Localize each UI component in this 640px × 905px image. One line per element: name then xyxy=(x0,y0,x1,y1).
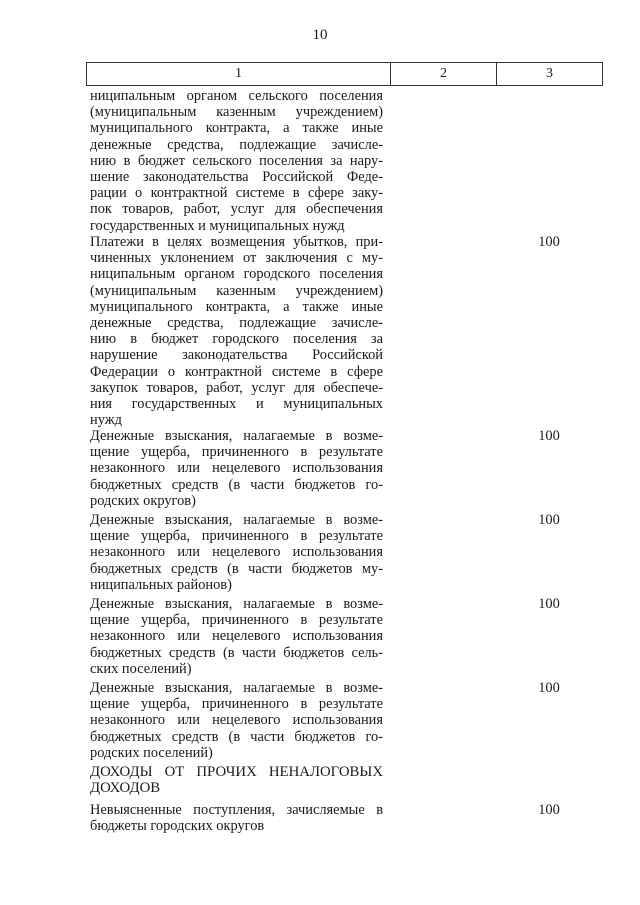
text-line: бюджетных средств (в части бюджетов го- xyxy=(90,728,383,745)
row-description xyxy=(90,764,383,796)
text-line: бюджетных средств (в части бюджетов го- xyxy=(90,476,383,493)
text-line: денежные средства, подлежащие зачисле- xyxy=(90,315,383,332)
text-line: родских округов) xyxy=(90,492,196,509)
text-line: ских поселений) xyxy=(90,660,192,677)
column-header-2: 2 xyxy=(391,63,497,86)
text-line: щение ущерба, причиненного в результате xyxy=(90,696,383,713)
text-line: Денежные взыскания, налагаемые в возме- xyxy=(90,596,383,612)
text-line: нию в бюджет сельского поселения за нару- xyxy=(90,152,383,169)
row-description xyxy=(90,88,383,234)
text-line: нию в бюджет городского поселения за xyxy=(90,331,383,348)
text-line: щение ущерба, причиненного в результате xyxy=(90,528,383,545)
text-line: незаконного или нецелевого использования xyxy=(90,712,383,729)
row-description xyxy=(90,512,383,593)
row-value-col3: 100 xyxy=(538,234,560,250)
text-line: бюджетных средств (в части бюджетов сель- xyxy=(90,644,383,661)
text-line: государственных и муниципальных нужд xyxy=(90,217,345,234)
row-value-col3: 100 xyxy=(538,680,560,696)
text-line: нарушение законодательства Российской xyxy=(90,347,383,364)
text-line: муниципального контракта, а также иные xyxy=(90,298,383,315)
text-line: ния государственных и муниципальных xyxy=(90,396,383,413)
row-description xyxy=(90,680,383,761)
row-value-col3: 100 xyxy=(538,802,560,818)
column-header-1: 1 xyxy=(87,63,391,86)
text-line: Денежные взыскания, налагаемые в возме- xyxy=(90,680,383,696)
text-line: ниципальным органом городского поселения xyxy=(90,266,383,283)
text-line: Невыясненные поступления, зачисляемые в xyxy=(90,802,383,818)
text-line: щение ущерба, причиненного в результате xyxy=(90,444,383,461)
row-value-col3: 100 xyxy=(538,596,560,612)
text-line: щение ущерба, причиненного в результате xyxy=(90,612,383,629)
row-value-col3: 100 xyxy=(538,428,560,444)
row-value-col3: 100 xyxy=(538,512,560,528)
text-line: родских поселений) xyxy=(90,744,213,761)
text-line: нужд xyxy=(90,412,122,429)
text-line: Платежи в целях возмещения убытков, при- xyxy=(90,234,383,250)
text-line: незаконного или нецелевого использования xyxy=(90,628,383,645)
text-line: чиненных уклонением от заключения с му- xyxy=(90,250,383,267)
text-line: рации о контрактной системе в сфере заку- xyxy=(90,185,383,202)
text-line: денежные средства, подлежащие зачисле- xyxy=(90,136,383,153)
row-description xyxy=(90,428,383,509)
text-line: ниципальным органом сельского поселения xyxy=(90,88,383,104)
text-line: ДОХОДЫ ОТ ПРОЧИХ НЕНАЛОГОВЫХ xyxy=(90,764,383,780)
text-line: незаконного или нецелевого использования xyxy=(90,544,383,561)
row-description xyxy=(90,596,383,677)
text-line: незаконного или нецелевого использования xyxy=(90,460,383,477)
text-line: закупок товаров, работ, услуг для обеспече- xyxy=(90,379,383,396)
text-line: бюджетных средств (в части бюджетов му- xyxy=(90,560,383,577)
text-line: ниципальных районов) xyxy=(90,576,232,593)
text-line: Денежные взыскания, налагаемые в возме- xyxy=(90,512,383,528)
text-line: Денежные взыскания, налагаемые в возме- xyxy=(90,428,383,444)
row-description xyxy=(90,234,383,428)
row-description xyxy=(90,802,383,834)
page-number: 10 xyxy=(312,27,328,43)
text-line: (муниципальным казенным учреждением) xyxy=(90,282,383,299)
text-line: ДОХОДОВ xyxy=(90,780,161,797)
text-line: (муниципальным казенным учреждением) xyxy=(90,104,383,121)
text-line: муниципального контракта, а также иные xyxy=(90,120,383,137)
text-line: шение законодательства Российской Феде- xyxy=(90,169,383,186)
text-line: пок товаров, работ, услуг для обеспечения xyxy=(90,201,383,218)
text-line: Федерации о контрактной системе в сфере xyxy=(90,363,383,380)
column-header-3: 3 xyxy=(497,63,603,86)
text-line: бюджеты городских округов xyxy=(90,818,265,835)
